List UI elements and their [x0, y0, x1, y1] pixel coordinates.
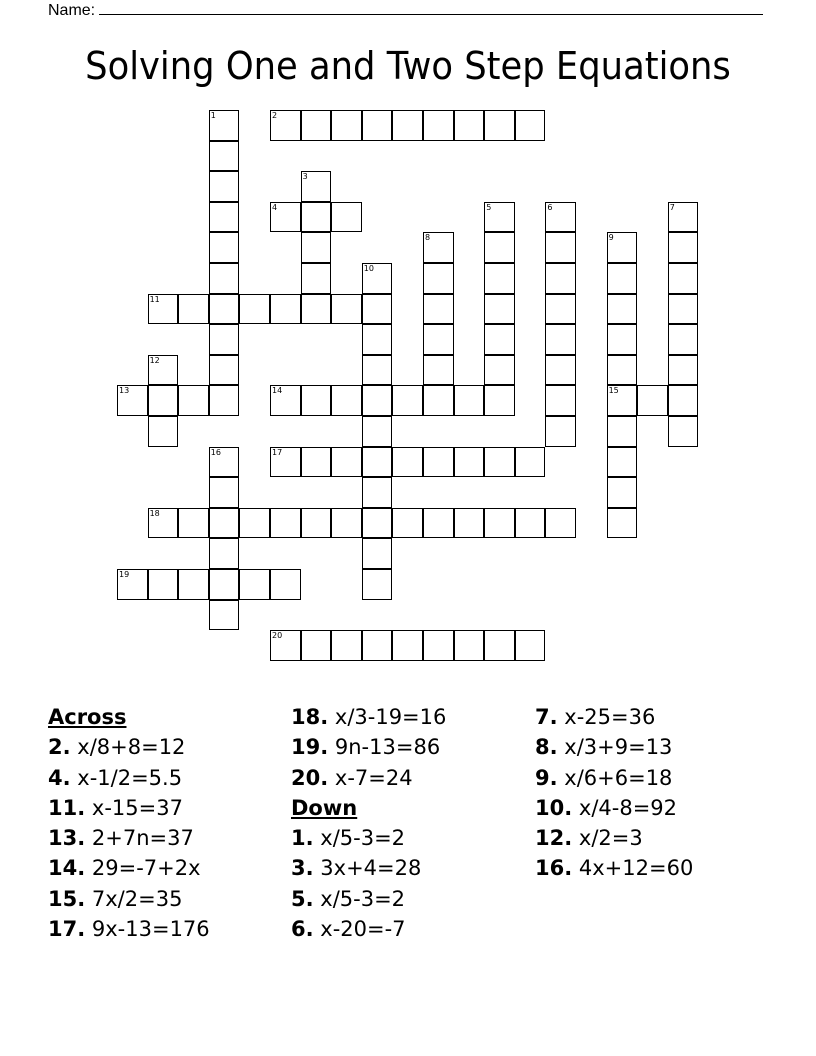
- crossword-cell[interactable]: [423, 324, 454, 355]
- crossword-cell[interactable]: [270, 385, 301, 416]
- crossword-cell[interactable]: [331, 110, 362, 141]
- crossword-cell[interactable]: [209, 141, 240, 172]
- clues-column-2: [291, 702, 446, 944]
- crossword-cell[interactable]: [484, 110, 515, 141]
- crossword-cell[interactable]: [148, 355, 179, 386]
- crossword-cell[interactable]: [209, 232, 240, 263]
- crossword-cell[interactable]: [362, 538, 393, 569]
- crossword-cell[interactable]: [423, 294, 454, 325]
- crossword-cell[interactable]: [607, 232, 638, 263]
- crossword-cell[interactable]: [668, 202, 699, 233]
- crossword-cell[interactable]: [239, 569, 270, 600]
- crossword-cell[interactable]: [209, 447, 240, 478]
- crossword-cell[interactable]: [362, 385, 393, 416]
- crossword-cell[interactable]: [301, 171, 332, 202]
- crossword-cell[interactable]: [331, 202, 362, 233]
- crossword-cell[interactable]: [668, 416, 699, 447]
- crossword-cell[interactable]: [301, 202, 332, 233]
- clue-across-18: 18. x/3-19=16: [291, 705, 447, 729]
- crossword-cell[interactable]: [545, 385, 576, 416]
- crossword-cell[interactable]: [148, 416, 179, 447]
- clue-number: 14: [272, 386, 283, 396]
- crossword-cell[interactable]: [423, 110, 454, 141]
- crossword-cell[interactable]: [331, 508, 362, 539]
- crossword-cell[interactable]: [148, 294, 179, 325]
- clue-number: 20: [272, 631, 283, 641]
- crossword-cell[interactable]: [209, 294, 240, 325]
- crossword-cell[interactable]: [178, 508, 209, 539]
- clue-number: 11: [149, 294, 160, 304]
- clues-column-3: [535, 702, 693, 884]
- crossword-cell[interactable]: [239, 508, 270, 539]
- crossword-cell[interactable]: [239, 294, 270, 325]
- clue-down-7: 7. x-25=36: [535, 705, 656, 729]
- crossword-cell[interactable]: [545, 324, 576, 355]
- crossword-cell[interactable]: [484, 508, 515, 539]
- crossword-cell[interactable]: [362, 508, 393, 539]
- clue-down-5: 5. x/5-3=2: [291, 886, 406, 911]
- crossword-cell[interactable]: [362, 416, 393, 447]
- crossword-cell[interactable]: [362, 447, 393, 478]
- clue-down-12: 12. x/2=3: [535, 826, 643, 851]
- crossword-cell[interactable]: [148, 385, 179, 416]
- crossword-cell[interactable]: [209, 538, 240, 569]
- clue-down-10: 10. x/4-8=92: [535, 795, 678, 820]
- crossword-cell[interactable]: [270, 508, 301, 539]
- clue-number: 18: [149, 508, 160, 518]
- crossword-cell[interactable]: [484, 385, 515, 416]
- down-header: Down: [291, 795, 358, 820]
- crossword-cell[interactable]: [423, 355, 454, 386]
- crossword-cell[interactable]: [668, 263, 699, 294]
- crossword-cell[interactable]: [637, 385, 668, 416]
- crossword-cell[interactable]: [607, 385, 638, 416]
- clue-number: 17: [272, 447, 283, 457]
- crossword-cell[interactable]: [148, 508, 179, 539]
- crossword-cell[interactable]: [545, 263, 576, 294]
- page-title: Solving One and Two Step Equations: [85, 44, 731, 88]
- crossword-cell[interactable]: [209, 385, 240, 416]
- crossword-cell[interactable]: [454, 508, 485, 539]
- crossword-cell[interactable]: [209, 600, 240, 631]
- crossword-cell[interactable]: [270, 630, 301, 661]
- clue-number: 12: [149, 355, 160, 365]
- crossword-cell[interactable]: [607, 477, 638, 508]
- name-label: Name:: [48, 2, 96, 19]
- crossword-cell[interactable]: [607, 294, 638, 325]
- crossword-cell[interactable]: [454, 447, 485, 478]
- crossword-cell[interactable]: [209, 355, 240, 386]
- crossword-cell[interactable]: [484, 355, 515, 386]
- crossword-cell[interactable]: [484, 324, 515, 355]
- crossword-cell[interactable]: [331, 385, 362, 416]
- crossword-cell[interactable]: [515, 508, 546, 539]
- crossword-cell[interactable]: [454, 385, 485, 416]
- crossword-cell[interactable]: [392, 110, 423, 141]
- crossword-cell[interactable]: [607, 508, 638, 539]
- crossword-cell[interactable]: [392, 447, 423, 478]
- clue-number: 2: [272, 111, 278, 120]
- clue-across-14: 14. 29=-7+2x: [48, 856, 201, 881]
- crossword-cell[interactable]: [270, 569, 301, 600]
- clue-across-13: 13. 2+7n=37: [48, 826, 194, 851]
- crossword-cell[interactable]: [362, 324, 393, 355]
- crossword-cell[interactable]: [423, 630, 454, 661]
- crossword-cell[interactable]: [545, 232, 576, 263]
- crossword-cell[interactable]: [362, 355, 393, 386]
- crossword-cell[interactable]: [148, 569, 179, 600]
- clue-number: 8: [425, 233, 431, 243]
- clue-across-17: 17. 9x-13=176: [48, 917, 210, 942]
- crossword-cell[interactable]: [668, 385, 699, 416]
- crossword-cell[interactable]: [545, 508, 576, 539]
- crossword-cell[interactable]: [515, 447, 546, 478]
- clue-number: 6: [547, 202, 553, 212]
- clue-across-20: 20. x-7=24: [291, 765, 413, 790]
- crossword-cell[interactable]: [209, 569, 240, 600]
- clue-down-3: 3. 3x+4=28: [291, 856, 422, 881]
- crossword-cell[interactable]: [545, 202, 576, 233]
- crossword-cell[interactable]: [362, 630, 393, 661]
- crossword-cell[interactable]: [484, 447, 515, 478]
- crossword-cell[interactable]: [423, 447, 454, 478]
- crossword-cell[interactable]: [331, 447, 362, 478]
- crossword-cell[interactable]: [270, 110, 301, 141]
- crossword-cell[interactable]: [484, 202, 515, 233]
- crossword-cell[interactable]: [392, 508, 423, 539]
- clue-number: 3: [302, 172, 308, 182]
- clue-number: 15: [608, 386, 619, 396]
- crossword-cell[interactable]: [209, 324, 240, 355]
- crossword-cell[interactable]: [668, 355, 699, 386]
- clue-number: 10: [363, 264, 374, 273]
- crossword-cell[interactable]: [607, 324, 638, 355]
- clue-number: 16: [210, 447, 221, 457]
- crossword-cell[interactable]: [362, 477, 393, 508]
- crossword-cell[interactable]: [362, 110, 393, 141]
- crossword-cell[interactable]: [607, 355, 638, 386]
- crossword-cell[interactable]: [392, 630, 423, 661]
- clue-number: 5: [486, 202, 492, 212]
- crossword-cell[interactable]: [301, 447, 332, 478]
- crossword-cell[interactable]: [545, 355, 576, 386]
- crossword-cell[interactable]: [607, 416, 638, 447]
- crossword-cell[interactable]: [209, 263, 240, 294]
- crossword-cell[interactable]: [515, 630, 546, 661]
- crossword-cell[interactable]: [668, 294, 699, 325]
- crossword-cell[interactable]: [178, 569, 209, 600]
- crossword-cell[interactable]: [484, 232, 515, 263]
- crossword-cell[interactable]: [362, 263, 393, 294]
- crossword-cell[interactable]: [209, 477, 240, 508]
- clue-across-15: 15. 7x/2=35: [48, 886, 183, 911]
- crossword-cell[interactable]: [178, 294, 209, 325]
- crossword-cell[interactable]: [545, 416, 576, 447]
- crossword-cell[interactable]: [117, 569, 148, 600]
- clue-down-6: 6. x-20=-7: [291, 917, 406, 942]
- crossword-cell[interactable]: [301, 110, 332, 141]
- clue-down-8: 8. x/3+9=13: [535, 735, 673, 760]
- crossword-cell[interactable]: [423, 385, 454, 416]
- crossword-cell[interactable]: [270, 294, 301, 325]
- clues-column-1: [48, 702, 210, 944]
- crossword-cell[interactable]: [301, 508, 332, 539]
- crossword-cell[interactable]: [423, 508, 454, 539]
- crossword-cell[interactable]: [484, 294, 515, 325]
- crossword-cell[interactable]: [301, 294, 332, 325]
- clue-number: 13: [119, 386, 130, 396]
- crossword-cell[interactable]: [607, 263, 638, 294]
- crossword-cell[interactable]: [454, 630, 485, 661]
- clue-across-2: 2. x/8+8=12: [48, 735, 186, 760]
- crossword-cell[interactable]: [178, 385, 209, 416]
- crossword-cell[interactable]: [209, 110, 240, 141]
- crossword-cell[interactable]: [331, 294, 362, 325]
- clue-number: 7: [669, 202, 675, 212]
- across-header: Across: [48, 705, 127, 729]
- crossword-cell[interactable]: [331, 630, 362, 661]
- crossword-cell[interactable]: [423, 263, 454, 294]
- crossword-cell[interactable]: [209, 171, 240, 202]
- clue-number: 19: [119, 570, 130, 579]
- crossword-cell[interactable]: [301, 385, 332, 416]
- crossword-cell[interactable]: [362, 294, 393, 325]
- crossword-cell[interactable]: [117, 385, 148, 416]
- crossword-cell[interactable]: [454, 110, 485, 141]
- clue-down-9: 9. x/6+6=18: [535, 765, 673, 790]
- clue-across-4: 4. x-1/2=5.5: [48, 765, 183, 790]
- clue-down-1: 1. x/5-3=2: [291, 826, 406, 851]
- crossword-cell[interactable]: [270, 202, 301, 233]
- clue-across-11: 11. x-15=37: [48, 795, 183, 820]
- crossword-cell[interactable]: [545, 294, 576, 325]
- clue-down-16: 16. 4x+12=60: [535, 856, 694, 881]
- crossword-cell[interactable]: [484, 630, 515, 661]
- crossword-cell[interactable]: [301, 630, 332, 661]
- clue-number: 1: [210, 111, 216, 120]
- crossword-cell[interactable]: [301, 263, 332, 294]
- crossword-cell[interactable]: [668, 232, 699, 263]
- clue-number: 4: [272, 202, 278, 212]
- crossword-cell[interactable]: [209, 202, 240, 233]
- crossword-cell[interactable]: [301, 232, 332, 263]
- crossword-cell[interactable]: [423, 232, 454, 263]
- crossword-cell[interactable]: [392, 385, 423, 416]
- crossword-cell[interactable]: [607, 447, 638, 478]
- clue-number: 9: [608, 233, 614, 243]
- crossword-cell[interactable]: [515, 110, 546, 141]
- crossword-cell[interactable]: [270, 447, 301, 478]
- crossword-cell[interactable]: [362, 569, 393, 600]
- crossword-cell[interactable]: [209, 508, 240, 539]
- crossword-cell[interactable]: [668, 324, 699, 355]
- crossword-cell[interactable]: [484, 263, 515, 294]
- clue-across-19: 19. 9n-13=86: [291, 735, 441, 760]
